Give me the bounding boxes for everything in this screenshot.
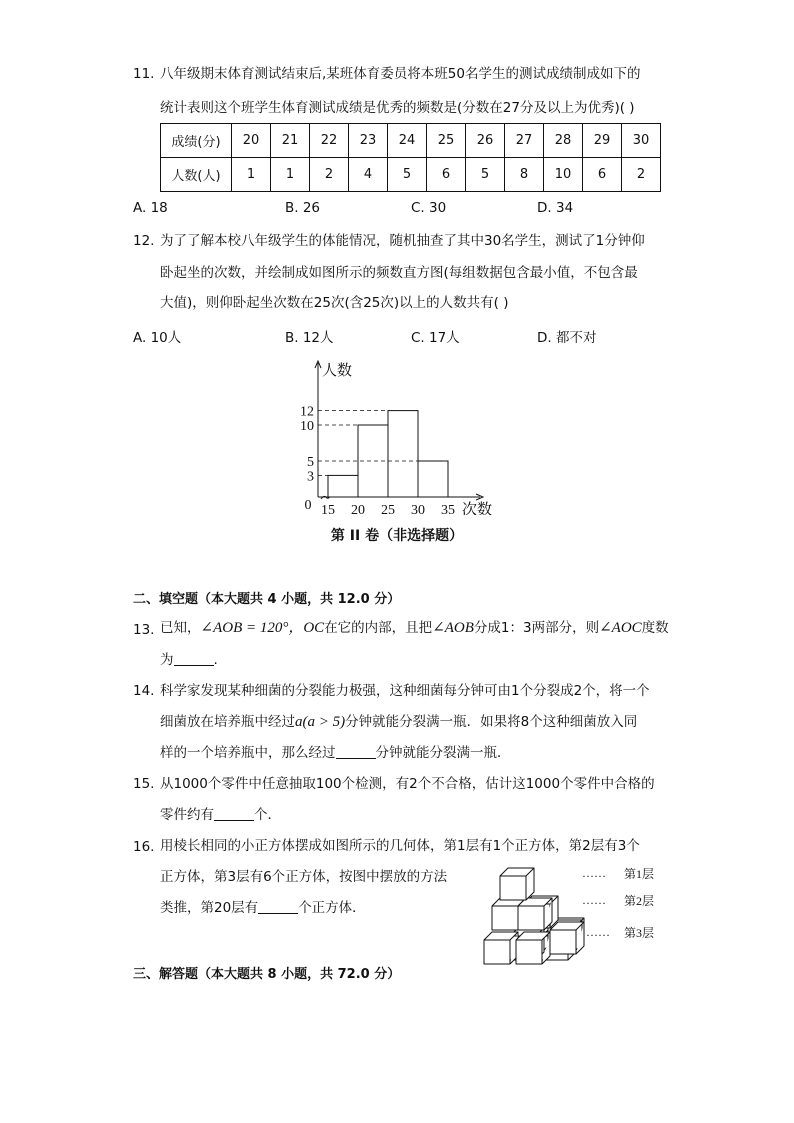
- y-axis-label: 人数: [322, 363, 353, 379]
- question-text-line: 卧起坐的次数，并绘制成如图所示的频数直方图(每组数据包含最小值，不包含最: [160, 265, 638, 281]
- option-c: C. 17人: [411, 330, 460, 346]
- table-cell: 26: [466, 124, 505, 158]
- math-expression: ∠AOC: [599, 620, 642, 636]
- text: 个正方体．: [298, 900, 366, 916]
- text: 样的一个培养瓶中，那么经过: [160, 745, 336, 761]
- y-tick-label: 5: [307, 455, 314, 470]
- y-tick-label: 12: [300, 404, 314, 420]
- section-heading: 二、填空题（本大题共 4 小题，共 12.0 分）: [133, 592, 401, 607]
- score-frequency-table: [160, 123, 661, 192]
- table-cell: 28: [544, 124, 583, 158]
- y-tick-label: 10: [300, 419, 314, 434]
- frequency-histogram: [280, 355, 520, 515]
- option-b: B. 12人: [285, 330, 334, 346]
- text: 零件约有: [160, 807, 214, 823]
- option-a: A. 18: [133, 200, 168, 216]
- question-text-line: [160, 712, 637, 732]
- table-cell: 4: [349, 158, 388, 192]
- table-cell: 23: [349, 124, 388, 158]
- layer-dots: ……: [586, 925, 610, 939]
- table-cell: 22: [310, 124, 349, 158]
- answer-blank[interactable]: [174, 651, 214, 666]
- layer-dots: ……: [582, 866, 606, 880]
- question-text-line: [160, 898, 366, 918]
- question-text-line: 正方体，第3层有6个正方体，按图中摆放的方法: [160, 869, 448, 885]
- option-d: D. 34: [537, 200, 574, 216]
- x-tick-label: 35: [441, 503, 455, 515]
- layer-label: 第1层: [624, 867, 655, 881]
- question-number: 14.: [133, 683, 155, 699]
- cube-stack-figure: [478, 860, 668, 970]
- math-expression: ∠AOB = 120°，OC: [200, 620, 325, 636]
- table-cell: 2: [310, 158, 349, 192]
- table-cell: 20: [232, 124, 271, 158]
- x-tick-label: 15: [321, 503, 335, 515]
- option-d: D. 都不对: [537, 330, 597, 346]
- answer-blank[interactable]: [214, 806, 254, 821]
- question-number: 15.: [133, 776, 155, 792]
- table-cell: 8: [505, 158, 544, 192]
- text: 分钟就能分裂满一瓶．如果将8个这种细菌放入同: [345, 714, 638, 730]
- table-cell: 27: [505, 124, 544, 158]
- table-cell: 30: [622, 124, 661, 158]
- x-axis-label: 次数: [462, 502, 493, 515]
- x-tick-label: 20: [351, 503, 365, 515]
- table-cell: 5: [466, 158, 505, 192]
- text: 已知，: [160, 620, 201, 636]
- table-cell: 24: [388, 124, 427, 158]
- histogram-bar: [388, 411, 418, 497]
- question-text-line: 为了了解本校八年级学生的体能情况，随机抽查了其中30名学生，测试了1分钟仰: [160, 233, 645, 249]
- question-text-line: 大值)，则仰卧起坐次数在25次(含25次)以上的人数共有( ): [160, 295, 509, 311]
- question-text-line: 科学家发现某种细菌的分裂能力极强，这种细菌每分钟可由1个分裂成2个，将一个: [160, 683, 650, 699]
- table-header-cell: 人数(人): [161, 158, 232, 192]
- histogram-bar: [418, 461, 448, 497]
- origin-label: 0: [304, 498, 312, 513]
- question-number: 12.: [133, 233, 155, 249]
- table-cell: 10: [544, 158, 583, 192]
- question-text-line: 八年级期末体育测试结束后,某班体育委员将本班50名学生的测试成绩制成如下的: [160, 66, 641, 82]
- question-number: 11.: [133, 66, 155, 82]
- section-heading: 三、解答题（本大题共 8 小题，共 72.0 分）: [133, 967, 401, 982]
- text: .: [213, 652, 218, 668]
- option-a: A. 10人: [133, 330, 182, 346]
- text: 类推，第20层有: [160, 900, 259, 916]
- table-cell: 1: [271, 158, 310, 192]
- question-text-line: [160, 743, 511, 763]
- text: 在它的内部，且把: [324, 620, 433, 636]
- option-b: B. 26: [285, 200, 321, 216]
- text: 分成1：3两部分，则: [473, 620, 600, 636]
- question-text-line: 从1000个零件中任意抽取100个检测，有2个不合格，估计这1000个零件中合格的: [160, 776, 655, 792]
- table-cell: 6: [583, 158, 622, 192]
- text: 细菌放在培养瓶中经过: [160, 714, 295, 730]
- question-text-line: [160, 805, 281, 825]
- table-cell: 21: [271, 124, 310, 158]
- question-text-line: 用棱长相同的小正方体摆成如图所示的几何体，第1层有1个正方体，第2层有3个: [160, 838, 640, 854]
- table-cell: 2: [622, 158, 661, 192]
- x-tick-label: 30: [411, 503, 425, 515]
- text: 个．: [254, 807, 281, 823]
- answer-blank[interactable]: [336, 744, 376, 759]
- text: 分钟就能分裂满一瓶．: [375, 745, 511, 761]
- y-tick-label: 3: [307, 469, 314, 485]
- question-number: 13.: [133, 622, 155, 638]
- question-text-line: [160, 650, 218, 670]
- math-expression: ∠AOB: [432, 620, 474, 636]
- layer-label: 第3层: [624, 926, 655, 940]
- histogram-bar: [328, 475, 358, 497]
- table-cell: 29: [583, 124, 622, 158]
- table-row: [161, 158, 661, 192]
- table-cell: 6: [427, 158, 466, 192]
- text: 度数: [641, 620, 669, 636]
- table-cell: 1: [232, 158, 271, 192]
- question-number: 16.: [133, 839, 155, 855]
- table-cell: 25: [427, 124, 466, 158]
- text: 为: [160, 652, 174, 668]
- option-c: C. 30: [411, 200, 447, 216]
- question-text-line: 统计表则这个班学生体育测试成绩是优秀的频数是(分数在27分及以上为优秀)( ): [160, 100, 635, 116]
- question-text-line: [160, 618, 669, 638]
- table-header-cell: 成绩(分): [161, 124, 232, 158]
- x-tick-label: 25: [381, 503, 395, 515]
- layer-dots: ……: [582, 893, 606, 907]
- math-expression: a(a > 5): [295, 714, 346, 730]
- layer-label: 第2层: [624, 894, 655, 908]
- table-row: [161, 124, 661, 158]
- cube: [500, 868, 534, 900]
- answer-blank[interactable]: [258, 899, 298, 914]
- table-cell: 5: [388, 158, 427, 192]
- volume-title: 第 II 卷（非选择题）: [330, 528, 464, 544]
